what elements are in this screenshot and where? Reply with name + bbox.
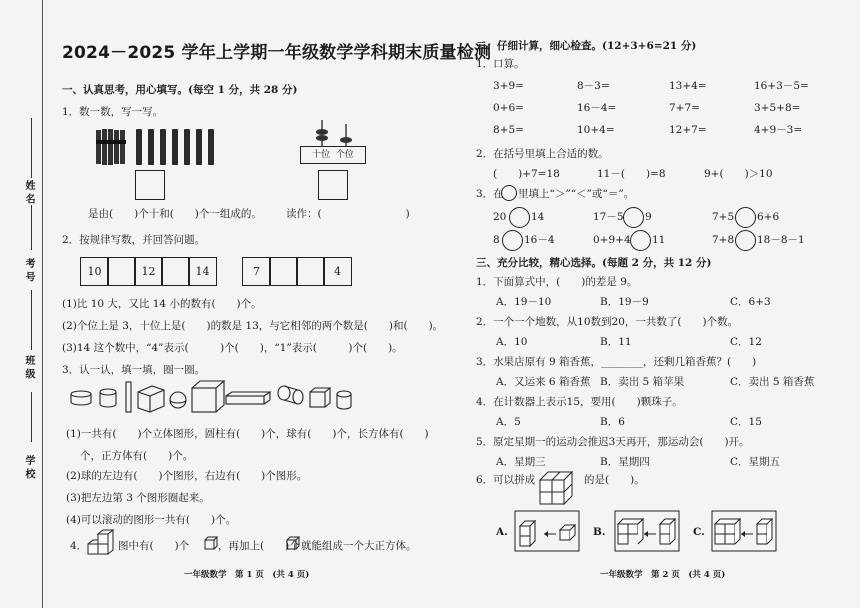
compare-circle[interactable] xyxy=(623,207,644,228)
abacus-tens-label: 十位 xyxy=(312,150,331,160)
compare-label-a: 3．在 xyxy=(476,188,504,200)
compare-right: 9 xyxy=(645,211,652,223)
compare-right: 11 xyxy=(652,234,666,246)
seat-underline xyxy=(31,205,32,250)
cube-stack-icon xyxy=(86,530,116,558)
fill-item[interactable]: 11－( )=8 xyxy=(597,168,666,180)
q6-option-figure xyxy=(614,510,682,554)
sequence-1-cell: 14 xyxy=(188,257,217,286)
compare-circle[interactable] xyxy=(509,207,530,228)
oral-label: 1．口算。 xyxy=(476,58,525,70)
oral-item: 8－3= xyxy=(577,80,610,92)
compare-left: 0+9+4 xyxy=(593,234,631,246)
q1-label: 1．数一数，写一写。 xyxy=(62,106,164,118)
sequence-2-cell[interactable] xyxy=(269,257,298,286)
sphere-shape xyxy=(170,392,186,408)
oral-item: 3+9= xyxy=(493,80,524,92)
q3-sub3: (3)把左边第 3 个图形圈起来。 xyxy=(66,492,210,504)
q6-label: 6．可以拼成 xyxy=(476,474,536,486)
q4-text-c: 就能组成一个大正方体。 xyxy=(301,540,417,552)
cuboid-shape-1 xyxy=(138,386,164,412)
q3-label: 3．认一认，填一填，圈一圈。 xyxy=(62,364,206,376)
choice-option[interactable]: B．卖出 5 箱苹果 xyxy=(600,376,685,388)
q2-sub2: (2)个位上是 3，十位上是( )的数是 13，与它相邻的两个数是( )和( )。 xyxy=(62,320,444,332)
school-label: 学 校 xyxy=(23,455,34,479)
sequence-2-cell: 4 xyxy=(323,257,352,286)
choice-question: 5．原定星期一的运动会推迟3天再开，那运动会( )开。 xyxy=(476,436,750,448)
sequence-1-cell[interactable] xyxy=(107,257,136,286)
cylinder-shape-3 xyxy=(278,386,303,404)
q2-sub1: (1)比 10 大，又比 14 小的数有( )个。 xyxy=(62,298,262,310)
compare-circle[interactable] xyxy=(735,230,756,251)
choice-option[interactable]: A．又运来 6 箱香蕉 xyxy=(496,376,591,388)
compare-circle[interactable] xyxy=(735,207,756,228)
q6-option-label[interactable]: A. xyxy=(496,526,508,538)
fill-label: 2．在括号里填上合适的数。 xyxy=(476,148,609,160)
compare-left: 20 xyxy=(493,211,507,223)
oral-item: 12+7= xyxy=(669,124,707,136)
choice-option[interactable]: C．6+3 xyxy=(730,296,771,308)
choice-option[interactable]: C．12 xyxy=(730,336,762,348)
compare-circle[interactable] xyxy=(630,230,651,251)
q6-option-label[interactable]: B. xyxy=(593,526,606,538)
q4-text-a: 图中有( )个 xyxy=(118,540,190,552)
q3-sub1-b: 个，正方体有( )个。 xyxy=(80,450,194,462)
oral-item: 13+4= xyxy=(669,80,707,92)
class-label: 班 级 xyxy=(23,355,34,379)
abacus-image xyxy=(310,118,360,148)
abacus-base xyxy=(300,146,366,164)
exam-title: 2024－2025 学年上学期一年级数学学科期末质量检测 xyxy=(62,43,492,63)
sticks-image xyxy=(96,126,216,168)
seat-label: 考 号 xyxy=(23,258,34,282)
compare-right: 6+6 xyxy=(757,211,780,223)
choice-question: 1．下面算式中，( )的差是 9。 xyxy=(476,276,638,288)
binding-line xyxy=(42,0,43,608)
cylinder-shape-2 xyxy=(100,389,116,407)
q6-tail: 的是( )。 xyxy=(584,474,645,486)
cube-shape-small xyxy=(310,388,330,407)
compare-circle[interactable] xyxy=(502,230,523,251)
compare-left: 7+5 xyxy=(712,211,735,223)
target-cube-figure xyxy=(538,466,580,506)
q3-sub4: (4)可以滚动的图形一共有( )个。 xyxy=(66,514,237,526)
compare-label-b: 里填上“＞”“＜”或“＝”。 xyxy=(518,188,635,200)
choice-option[interactable]: B．6 xyxy=(600,416,625,428)
choice-option[interactable]: C．星期五 xyxy=(730,456,781,468)
choice-question: 3．水果店原有 9 箱香蕉，________，还剩几箱香蕉？( ) xyxy=(476,356,757,368)
compare-circle-icon xyxy=(501,185,517,201)
oral-item: 10+4= xyxy=(577,124,615,136)
sequence-1-cell[interactable] xyxy=(161,257,190,286)
sequence-2-cell: 7 xyxy=(242,257,271,286)
footer-left: 一年级数学 第 1 页 (共 4 页) xyxy=(184,570,310,580)
compare-right: 14 xyxy=(531,211,545,223)
q6-option-label[interactable]: C. xyxy=(693,526,705,538)
choice-option[interactable]: A．10 xyxy=(496,336,528,348)
oral-item: 4+9－3= xyxy=(754,124,803,136)
oral-item: 16+3－5= xyxy=(754,80,809,92)
choice-option[interactable]: A．5 xyxy=(496,416,521,428)
q3-sub1-a: (1)一共有( )个立体图形，圆柱有( )个，球有( )个，长方体有( ) xyxy=(66,428,429,440)
fill-item[interactable]: ( )+7=18 xyxy=(493,168,560,180)
fill-item[interactable]: 9+( )＞10 xyxy=(704,168,773,180)
section3-heading: 三、充分比较，精心选择。(每题 2 分，共 12 分) xyxy=(476,257,712,269)
small-cube-icon-2 xyxy=(286,536,300,550)
choice-question: 4．在计数器上表示15，要用( )颗珠子。 xyxy=(476,396,683,408)
q6-option-figure xyxy=(711,510,779,554)
choice-option[interactable]: C．卖出 5 箱香蕉 xyxy=(730,376,815,388)
cylinder-shape-1 xyxy=(71,391,91,405)
name-underline xyxy=(31,118,32,178)
cube-shape-large xyxy=(192,381,224,412)
oral-item: 8+5= xyxy=(493,124,524,136)
class-underline xyxy=(31,290,32,350)
section2-heading: 二、仔细计算，细心检查。(12+3+6=21 分) xyxy=(476,40,697,52)
q2-sub3: (3)14 这个数中，“4”表示( )个( )，“1”表示( )个( )。 xyxy=(62,342,403,354)
sequence-2-cell[interactable] xyxy=(296,257,325,286)
choice-option[interactable]: B．19－9 xyxy=(600,296,649,308)
choice-option[interactable]: B．星期四 xyxy=(600,456,650,468)
choice-option[interactable]: B．11 xyxy=(600,336,632,348)
choice-option[interactable]: A．星期三 xyxy=(496,456,546,468)
oral-item: 16－4= xyxy=(577,102,617,114)
small-cube-icon xyxy=(204,536,218,550)
school-underline xyxy=(31,392,32,442)
oral-item: 7+7= xyxy=(669,102,700,114)
q1-read-text: 读作：( ) xyxy=(286,208,410,220)
cuboid-shape-long xyxy=(226,392,270,404)
section1-heading: 一、认真思考，用心填写。(每空 1 分，共 28 分) xyxy=(62,84,298,96)
name-label: 姓 名 xyxy=(23,180,34,204)
footer-right: 一年级数学 第 2 页 (共 4 页) xyxy=(600,570,726,580)
solid-shapes-row xyxy=(66,380,406,416)
q3-sub2: (2)球的左边有( )个图形，右边有( )个图形。 xyxy=(66,470,308,482)
choice-option[interactable]: C．15 xyxy=(730,416,762,428)
q4-label: 4． xyxy=(70,540,88,552)
q4-text-b: ，再加上( )个 xyxy=(218,540,300,552)
cylinder-shape-4 xyxy=(337,391,351,409)
choice-question: 2．一个一个地数，从10数到20，一共数了( )个数。 xyxy=(476,316,739,328)
oral-item: 3+5+8= xyxy=(754,102,801,114)
answer-box-abacus[interactable] xyxy=(318,170,348,200)
q2-label: 2．按规律写数，并回答问题。 xyxy=(62,234,206,246)
rod-shape xyxy=(126,382,131,412)
sequence-1-cell: 12 xyxy=(134,257,163,286)
compare-left: 17－5 xyxy=(593,211,624,223)
compare-right: 16－4 xyxy=(524,234,555,246)
q1-compose-text: 是由( )个十和( )个一组成的。 xyxy=(88,208,262,220)
choice-option[interactable]: A．19－10 xyxy=(496,296,552,308)
compare-right: 18－8－1 xyxy=(757,234,805,246)
abacus-ones-label: 个位 xyxy=(335,150,354,160)
compare-left: 8 xyxy=(493,234,500,246)
compare-left: 7+8 xyxy=(712,234,735,246)
answer-box-sticks[interactable] xyxy=(135,170,165,200)
oral-item: 0+6= xyxy=(493,102,524,114)
sequence-1-cell: 10 xyxy=(80,257,109,286)
q6-option-figure xyxy=(514,510,582,554)
